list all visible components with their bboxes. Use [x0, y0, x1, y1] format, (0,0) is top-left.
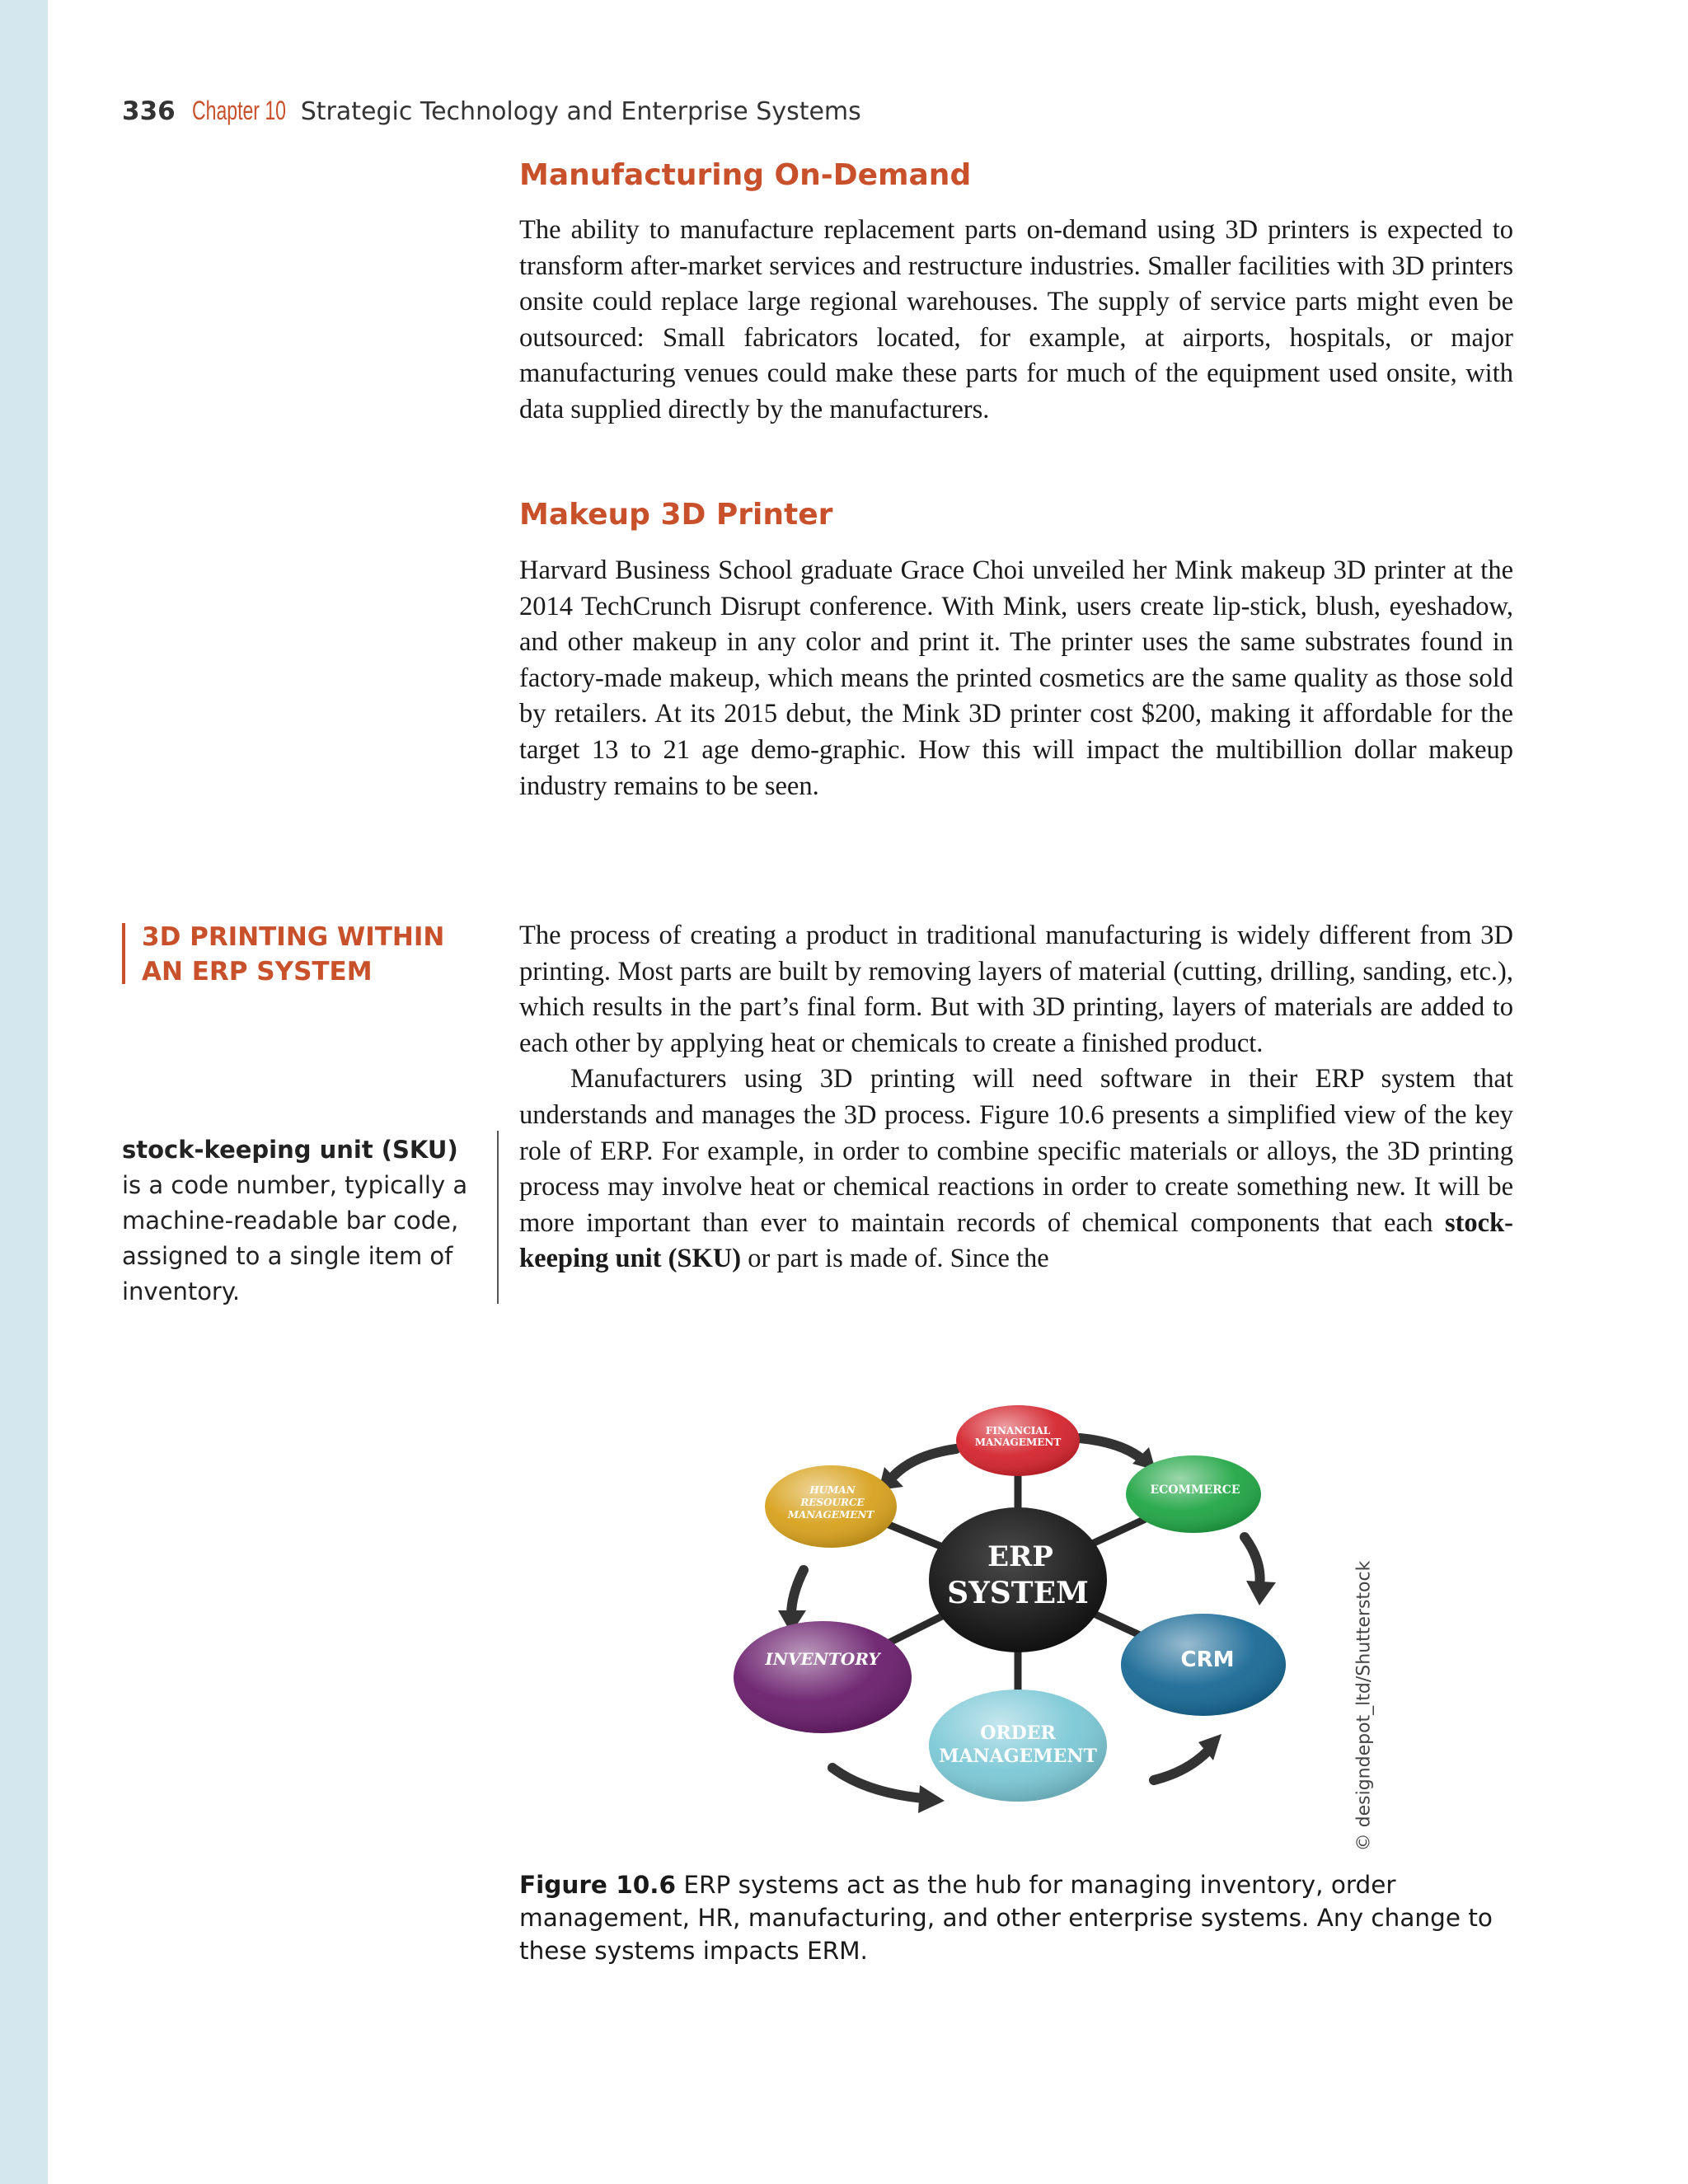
margin-heading: 3D PRINTING WITHIN AN ERP SYSTEM — [142, 922, 445, 987]
node-label-line: MANAGEMENT — [787, 1509, 874, 1521]
para2-text-after: or part is made of. Since the — [741, 1244, 1049, 1274]
image-credit-text: © designdepot_ltd/Shutterstock — [1353, 1560, 1375, 1852]
figure-caption-label: Figure 10.6 — [519, 1871, 676, 1899]
section-body-makeup-3d-printer: Harvard Business School graduate Grace Choi unveiled her Mink makeup 3D printer at the 2014 TechCrunch Disrupt conference. With Mink, users create lip-stick, blush, eyeshadow, and other makeup in any color and print it. The printer uses the same substrates found in factory-made makeup, which means the printed cosmetics are the same quality as those sold by retailers. At its 2015 debut, the Mink 3D printer cost $200, making it affordable for the target 13 to 21 age demo-graphic. How this will impact the multibillion dollar makeup industry remains to be seen. — [519, 555, 1513, 801]
glossary-divider — [497, 1131, 499, 1304]
figure-caption — [519, 1868, 1513, 1967]
node-label-line: FINANCIAL — [985, 1425, 1051, 1436]
sku-term: stock-keeping unit (SKU) — [519, 1207, 1513, 1274]
node-order-management — [929, 1690, 1107, 1802]
hub-label-line-2: SYSTEM — [947, 1576, 1089, 1610]
chapter-title: Strategic Technology and Enterprise Systems — [300, 97, 861, 126]
node-label-line: MANAGEMENT — [939, 1746, 1097, 1767]
image-credit — [1348, 1560, 1381, 1852]
node-inventory — [734, 1621, 912, 1733]
page-number: 336 — [122, 96, 176, 126]
hub-label-line-1: ERP — [987, 1540, 1053, 1573]
section-heading-makeup-3d-printer: Makeup 3D Printer — [519, 498, 833, 532]
glossary-definition: is a code number, typically a machine-readable bar code, assigned to a single item of inventory. — [122, 1171, 468, 1305]
figure-caption-text: ERP systems act as the hub for managing inventory, order management, HR, manufacturing, and other enterprise systems. Any change to these systems impacts ERM. — [519, 1871, 1493, 1965]
node-label-line: CRM — [1180, 1647, 1235, 1672]
node-shine — [734, 1621, 912, 1733]
erp-system-figure — [709, 1401, 1286, 1830]
node-financial-management — [956, 1405, 1080, 1476]
para2-text-before: Manufacturers using 3D printing will need software in their ERP system that understands and manages the 3D process. Figure 10.6 presents a simplified view of the key role of ERP. For example, in order to combine specific materials or alloys, the 3D printing process may involve heat or chemical reactions in order to create something new. It will be more important than ever to maintain records of chemical components that each — [519, 1064, 1513, 1238]
node-human-resource-management — [765, 1465, 897, 1548]
margin-heading-bar — [122, 923, 125, 984]
node-ecommerce — [1126, 1455, 1261, 1533]
node-label-line: INVENTORY — [765, 1649, 880, 1669]
section-heading-manufacturing-on-demand: Manufacturing On-Demand — [519, 158, 972, 192]
node-label-line: HUMAN — [809, 1484, 856, 1496]
glossary-term: stock-keeping unit (SKU) — [122, 1136, 458, 1164]
section-body-manufacturing-on-demand: The ability to manufacture replacement parts on-demand using 3D printers is expected to transform after-market services and restructure industries. Smaller facilities with 3D printers onsite could replace large regional warehouses. The supply of service parts might even be outsourced: Small fabricators located, for example, at airports, hospitals, or major manufacturing venues could make these parts for much of the equipment used onsite, with data supplied directly by the manufacturers. — [519, 215, 1513, 424]
running-head — [122, 96, 861, 134]
node-label-line: ORDER — [980, 1722, 1056, 1744]
left-color-band — [0, 0, 48, 2184]
main-paragraph-2 — [519, 1062, 1513, 1277]
main-paragraph-1: The process of creating a product in traditional manufacturing is widely different from 3D printing. Most parts are built by removing layers of material (cutting, drilling, sanding, etc.), which results in the part’s final form. But with 3D printing, layers of materials are added to each other by applying heat or chemicals to create a finished product. — [519, 921, 1513, 1058]
node-crm — [1121, 1614, 1286, 1716]
node-label-line: RESOURCE — [800, 1497, 865, 1508]
node-label-line: MANAGEMENT — [974, 1436, 1062, 1448]
main-body — [519, 918, 1513, 1277]
node-label-line: ECOMMERCE — [1150, 1483, 1240, 1497]
glossary-entry — [122, 1132, 485, 1310]
chapter-label: Chapter 10 — [191, 96, 286, 125]
